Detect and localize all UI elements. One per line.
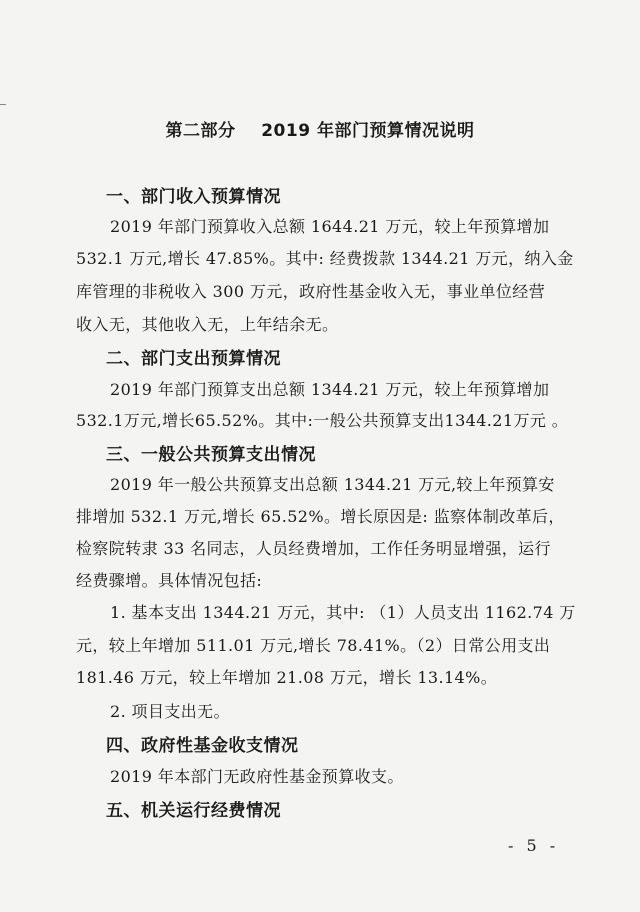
paragraph-line: 1. 基本支出 1344.21 万元，其中: （1）人员支出 1162.74 万 [110,603,576,622]
paragraph-line: 2019 年部门预算收入总额 1644.21 万元，较上年预算增加 [110,217,550,236]
paragraph-line: 2019 年部门预算支出总额 1344.21 万元，较上年预算增加 [110,380,550,399]
section-heading-fund: 四、政府性基金收支情况 [106,736,299,756]
paragraph-line: 元，较上年增加 511.01 万元,增长 78.41%。（2）日常公用支出 [76,636,551,655]
paragraph-line: 532.1 万元,增长 47.85%。其中: 经费拨款 1344.21 万元，纳入金 [76,249,574,268]
paragraph-line: 经费骤增。具体情况包括: [76,571,263,590]
section-heading-operating: 五、机关运行经费情况 [106,801,281,821]
paragraph-line: 2. 项目支出无。 [110,702,230,721]
paragraph-line: 库管理的非税收入 300 万元，政府性基金收入无，事业单位经营 [76,282,546,301]
section-heading-expenditure: 二、部门支出预算情况 [106,349,281,369]
paragraph-line: 2019 年一般公共预算支出总额 1344.21 万元,较上年预算安 [110,475,555,494]
page-title: 第二部分 2019 年部门预算情况说明 [165,121,475,141]
paragraph-line: 排增加 532.1 万元,增长 65.52%。增长原因是: 监察体制改革后， [76,507,565,526]
edge-mark [0,104,6,105]
section-heading-general-budget: 三、一般公共预算支出情况 [106,445,316,465]
paragraph-line: 检察院转隶 33 名同志，人员经费增加，工作任务明显增强，运行 [76,539,551,558]
section-heading-income: 一、部门收入预算情况 [106,187,281,207]
paragraph-line: 181.46 万元，较上年增加 21.08 万元，增长 13.14%。 [76,668,498,687]
paragraph-line: 收入无，其他收入无，上年结余无。 [76,315,339,334]
page-number: - 5 - [508,836,560,855]
paragraph-line: 2019 年本部门无政府性基金预算收支。 [110,767,404,786]
paragraph-line: 532.1万元,增长65.52%。其中:一般公共预算支出1344.21万元 。 [76,411,569,430]
